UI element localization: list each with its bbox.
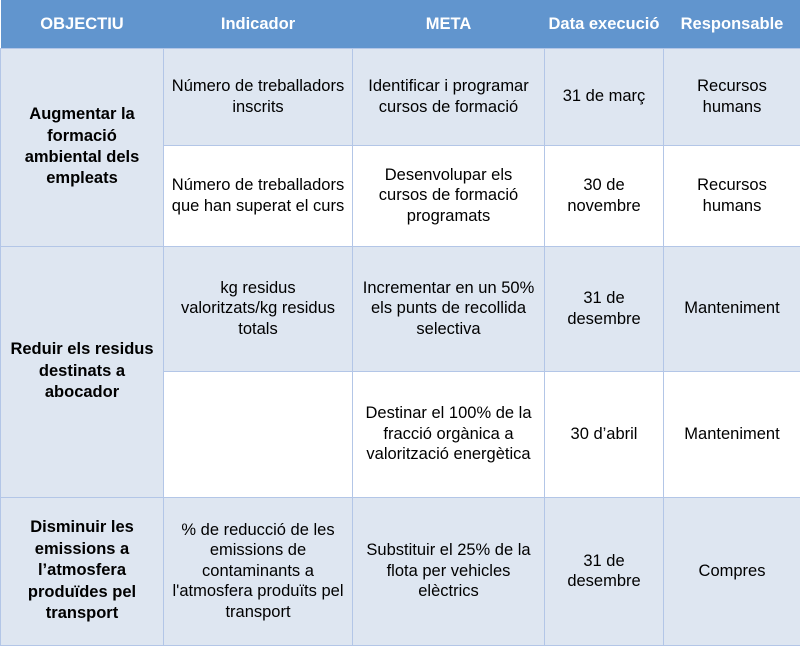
meta-cell: Destinar el 100% de la fracció orgànica a valorització energètica xyxy=(353,371,545,497)
table-header xyxy=(1,0,800,48)
column-header-indicador: Indicador xyxy=(164,0,353,48)
indicator-cell: kg residus valoritzats/kg residus totals xyxy=(164,246,353,371)
meta-cell: Identificar i programar cursos de formació xyxy=(353,48,545,145)
objective-cell: Reduir els residus destinats a abocador xyxy=(1,246,164,497)
indicator-cell: Número de treballadors inscrits xyxy=(164,48,353,145)
responsible-cell: Manteniment xyxy=(664,371,800,497)
meta-cell: Substituir el 25% de la flota per vehicles elèctrics xyxy=(353,497,545,645)
table-row xyxy=(1,48,800,145)
header-row xyxy=(1,0,800,48)
meta-cell: Incrementar en un 50% els punts de recollida selectiva xyxy=(353,246,545,371)
date-cell: 31 de març xyxy=(545,48,664,145)
date-cell: 30 d’abril xyxy=(545,371,664,497)
objective-cell: Augmentar la formació ambiental dels empleats xyxy=(1,48,164,246)
column-header-data: Data execució xyxy=(545,0,664,48)
table-row xyxy=(1,497,800,645)
table-row xyxy=(1,246,800,371)
table-body xyxy=(1,48,800,645)
responsible-cell: Recursos humans xyxy=(664,48,800,145)
indicator-cell xyxy=(164,371,353,497)
column-header-meta: META xyxy=(353,0,545,48)
date-cell: 30 de novembre xyxy=(545,145,664,246)
responsible-cell: Compres xyxy=(664,497,800,645)
column-header-responsable: Responsable xyxy=(664,0,800,48)
responsible-cell: Recursos humans xyxy=(664,145,800,246)
column-header-objectiu: OBJECTIU xyxy=(1,0,164,48)
indicator-cell: Número de treballadors que han superat el curs xyxy=(164,145,353,246)
indicator-cell: % de reducció de les emissions de contaminants a l'atmosfera produïts pel transport xyxy=(164,497,353,645)
meta-cell: Desenvolupar els cursos de formació programats xyxy=(353,145,545,246)
date-cell: 31 de desembre xyxy=(545,497,664,645)
responsible-cell: Manteniment xyxy=(664,246,800,371)
objective-cell: Disminuir les emissions a l’atmosfera produïdes pel transport xyxy=(1,497,164,645)
date-cell: 31 de desembre xyxy=(545,246,664,371)
bottom-spacer xyxy=(0,646,800,650)
